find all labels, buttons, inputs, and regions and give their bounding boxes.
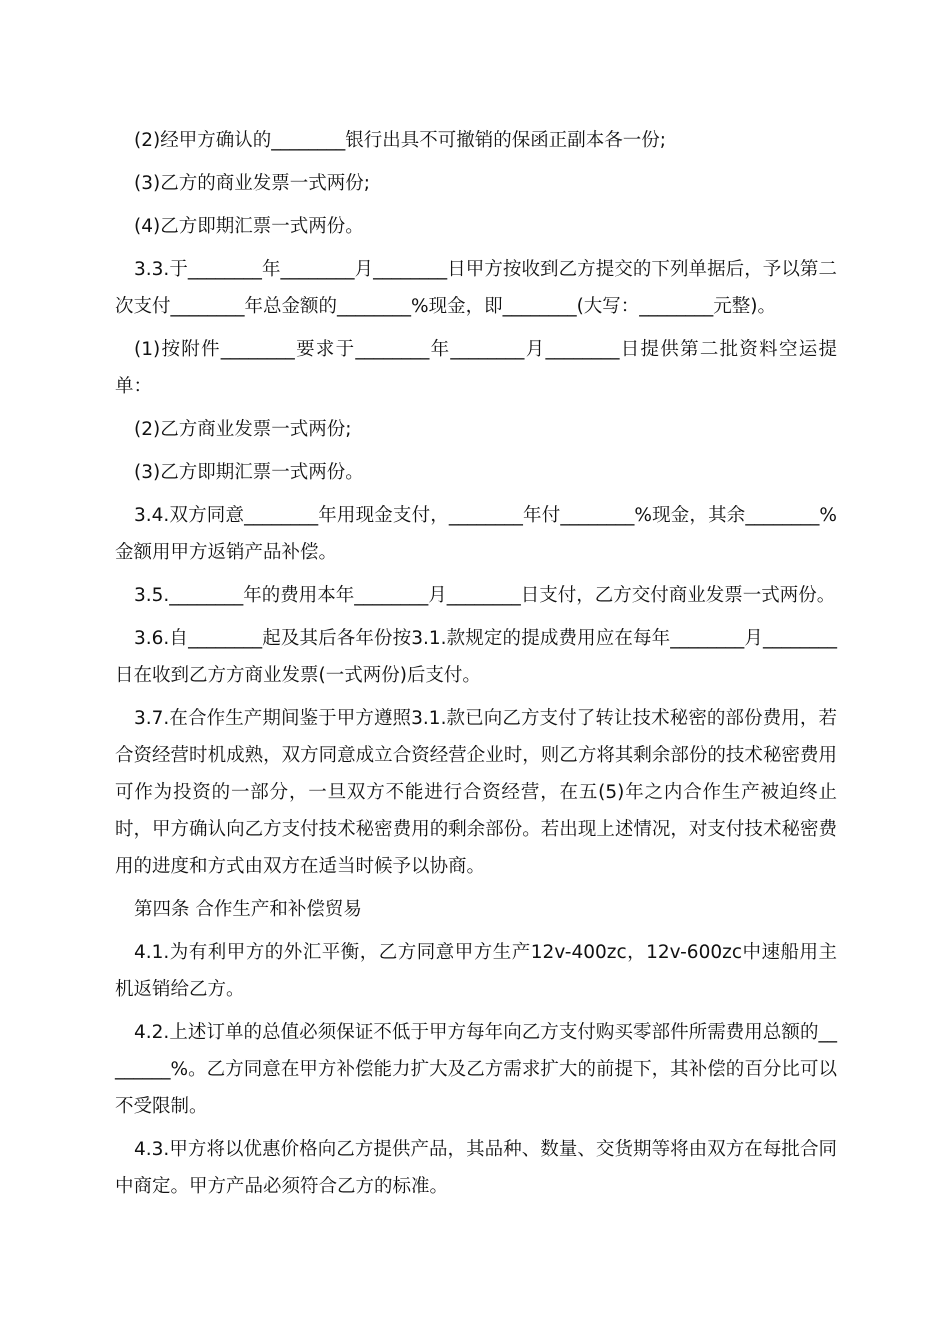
paragraph: 4.3.甲方将以优惠价格向乙方提供产品，其品种、数量、交货期等将由双方在每批合同中商定。甲方产品必须符合乙方的标准。 xyxy=(115,1139,837,1197)
document-body xyxy=(115,122,837,1211)
paragraph: (4)乙方即期汇票一式两份。 xyxy=(134,216,364,237)
paragraph: (2)经甲方确认的________银行出具不可撤销的保函正副本各一份; xyxy=(134,130,666,151)
paragraph: 4.2.上述订单的总值必须保证不低于甲方每年向乙方支付购买零部件所需费用总额的________%。乙方同意在甲方补偿能力扩大及乙方需求扩大的前提下，其补偿的百分比可以不受限制。 xyxy=(115,1022,837,1117)
paragraph: 3.6.自________起及其后各年份按3.1.款规定的提成费用应在每年________月________日在收到乙方方商业发票(一式两份)后支付。 xyxy=(115,628,837,686)
paragraph: (2)乙方商业发票一式两份; xyxy=(134,419,352,440)
paragraph: (3)乙方的商业发票一式两份; xyxy=(134,173,370,194)
paragraph: 3.7.在合作生产期间鉴于甲方遵照3.1.款已向乙方支付了转让技术秘密的部份费用，若合资经营时机成熟，双方同意成立合资经营企业时，则乙方将其剩余部份的技术秘密费用可作为投资的一部分，一旦双方不能进行合资经营，在五(5)年之内合作生产被迫终止时，甲方确认向乙方支付技术秘密费用的剩余部份。若出现上述情况，对支付技术秘密费用的进度和方式由双方在适当时候予以协商。 xyxy=(115,708,837,877)
paragraph: (3)乙方即期汇票一式两份。 xyxy=(134,462,364,483)
paragraph: 3.4.双方同意________年用现金支付，________年付________%现金，其余________%金额用甲方返销产品补偿。 xyxy=(115,505,837,563)
section-heading: 第四条 合作生产和补偿贸易 xyxy=(134,899,362,920)
paragraph: 3.5.________年的费用本年________月________日支付，乙方交付商业发票一式两份。 xyxy=(134,585,836,606)
paragraph: 3.3.于________年________月________日甲方按收到乙方提交的下列单据后，予以第二次支付________年总金额的________%现金，即________(大写：________元整)。 xyxy=(115,259,837,317)
paragraph: 4.1.为有利甲方的外汇平衡，乙方同意甲方生产12v-400zc，12v-600zc中速船用主机返销给乙方。 xyxy=(115,942,837,1000)
paragraph: (1)按附件________要求于________年________月________日提供第二批资料空运提单： xyxy=(115,339,837,397)
